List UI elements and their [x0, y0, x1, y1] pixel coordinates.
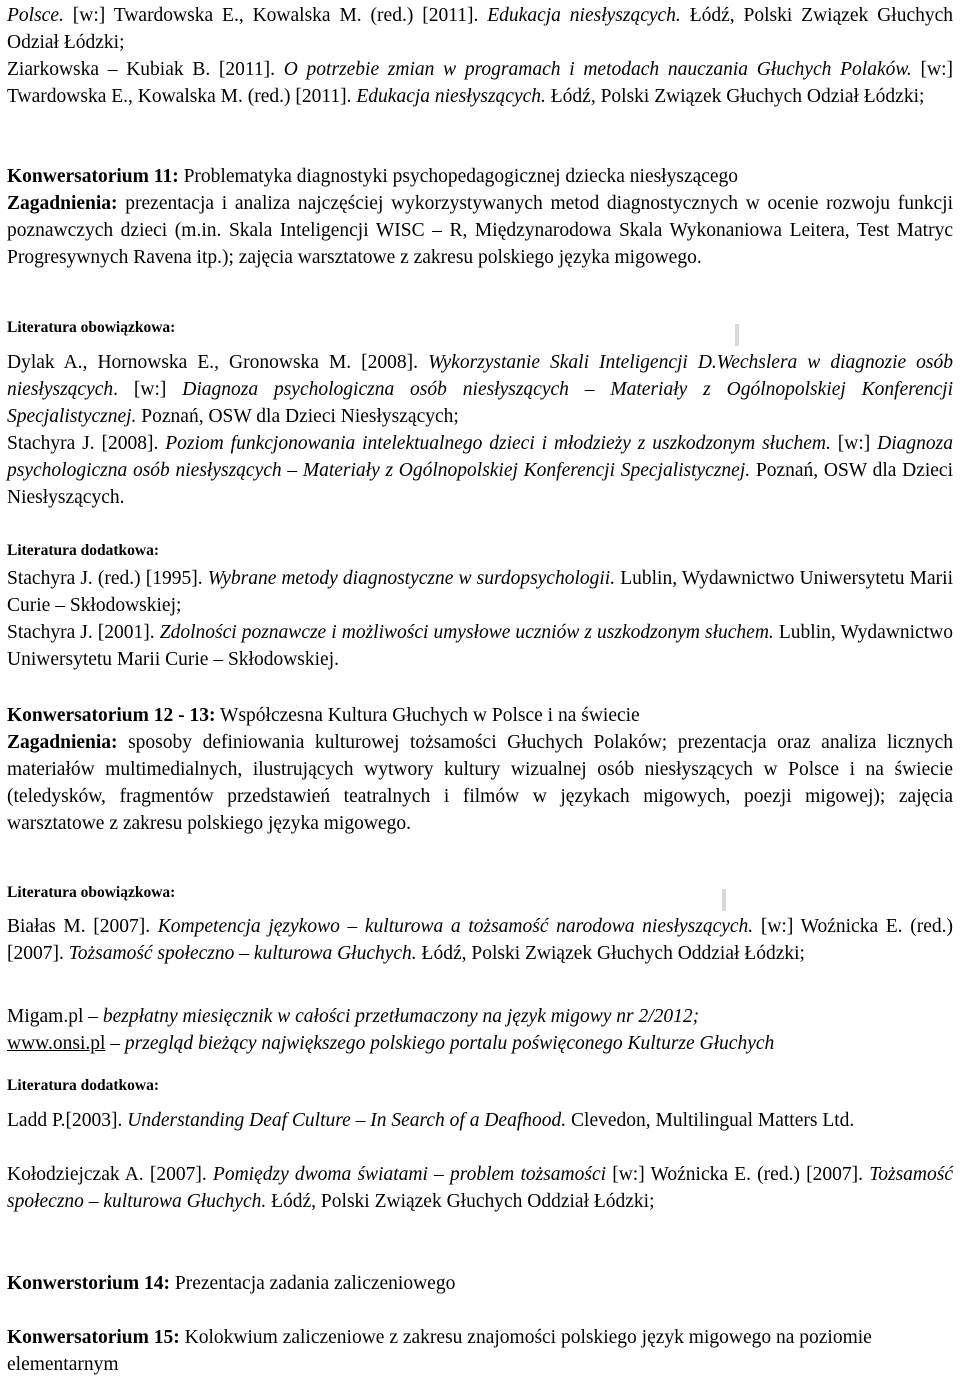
reference-authors: Kołodziejczak A. [2007].	[7, 1164, 213, 1185]
reference-entry	[7, 913, 953, 967]
reference-entry	[7, 349, 953, 430]
reference-entry	[7, 565, 953, 619]
section-label: Konwersatorium 15:	[7, 1327, 180, 1348]
section-title: Współczesna Kultura Głuchych w Polsce i na świecie	[215, 705, 640, 726]
reference-entry	[7, 56, 953, 110]
reference-title: Wybrane metody diagnostyczne w surdopsychologii.	[207, 568, 616, 589]
topics-text: prezentacja i analiza najczęściej wykorzystywanych metod diagnostycznych w ocenie rozwoju funkcji poznawczych dzieci (m.in. Skala Inteligencji WISC – R, Międzynarodowa Skala Wykonaniowa Leitera, Test Matryc Progresywnych Ravena itp.); zajęcia warsztatowe z zakresu polskiego języka migowego.	[7, 193, 953, 268]
reference-rest: [w:] Woźnicka E. (red.) [2007].	[7, 916, 953, 964]
section-label: Konwersatorium 11:	[7, 166, 179, 187]
web-resource-entry	[7, 1030, 953, 1057]
reference-publisher: Łódź, Polski Związek Głuchych Odział Łódzki;	[7, 5, 954, 53]
reference-publisher: Łódź, Polski Związek Głuchych Odział Łódzki;	[545, 86, 925, 107]
reference-book: Tożsamość społeczno – kulturowa Głuchych.	[68, 943, 417, 964]
reference-entry	[7, 2, 953, 56]
reference-rest: [w:]	[830, 433, 878, 454]
additional-reading-heading: Literatura dodatkowa:	[7, 542, 159, 559]
required-reading-heading: Literatura obowiązkowa:	[7, 884, 176, 901]
reference-book: Diagnoza psychologiczna osób niesłyszących – Materiały z Ogólnopolskiej Konferencji Specjalistycznej.	[7, 379, 953, 427]
section-label: Konwersatorium 12 - 13:	[7, 705, 216, 726]
section-k11-heading	[7, 163, 953, 190]
reference-title: Pomiędzy dwoma światami – problem tożsamości	[212, 1164, 607, 1185]
margin-marker	[735, 324, 739, 346]
reference-title: Poziom funkcjonowania intelektualnego dzieci i młodzieży z uszkodzonym słuchem.	[165, 433, 831, 454]
topics-label: Zagadnienia:	[7, 732, 118, 753]
section-k12-heading	[7, 702, 953, 729]
reference-entry	[7, 1107, 953, 1134]
reference-authors: Białas M. [2007].	[7, 916, 158, 937]
section-label: Konwerstorium 14:	[7, 1273, 171, 1294]
required-reading-heading: Literatura obowiązkowa:	[7, 319, 176, 336]
reference-authors: Stachyra J. [2008].	[7, 433, 166, 454]
section-title: Problematyka diagnostyki psychopedagogicznej dziecka niesłyszącego	[178, 166, 739, 187]
web-resource-desc: – bezpłatny miesięcznik w całości przetłumaczony na język migowy nr 2/2012;	[83, 1006, 700, 1027]
reference-entry	[7, 1161, 953, 1215]
reference-rest: [w:] Twardowska E., Kowalska M. (red.) [2011].	[63, 5, 488, 26]
reference-title: Zdolności poznawcze i możliwości umysłowe uczniów z uszkodzonym słuchem.	[159, 622, 774, 643]
web-resource-name: Migam.pl	[7, 1006, 84, 1027]
reference-title: Polsce.	[7, 5, 64, 26]
section-k14-heading	[7, 1270, 953, 1297]
reference-rest: [w:] Woźnicka E. (red.) [2007].	[606, 1164, 870, 1185]
section-title: Kolokwium zaliczeniowe z zakresu znajomości polskiego język migowego na poziomie elementarnym	[7, 1327, 872, 1375]
reference-book: Edukacja niesłyszących.	[487, 5, 681, 26]
reference-authors: Stachyra J. (red.) [1995].	[7, 568, 208, 589]
web-resource-desc: – przegląd bieżący największego polskiego portalu poświęconego Kulturze Głuchych	[105, 1033, 775, 1054]
section-title: Prezentacja zadania zaliczeniowego	[170, 1273, 456, 1294]
section-k15-heading	[7, 1324, 953, 1378]
reference-publisher: Łódź, Polski Związek Głuchych Oddział Łódzki;	[416, 943, 805, 964]
reference-publisher: Lublin, Wydawnictwo Uniwersytetu Marii Curie – Skłodowskiej;	[7, 568, 953, 616]
reference-book: Edukacja niesłyszących.	[356, 86, 546, 107]
reference-publisher: Łódź, Polski Związek Głuchych Oddział Łódzki;	[266, 1191, 655, 1212]
reference-rest: [w:] Twardowska E., Kowalska M. (red.) [2011].	[7, 59, 953, 107]
reference-rest: . [w:]	[113, 379, 183, 400]
reference-title: O potrzebie zmian w programach i metodach nauczania Głuchych Polaków.	[283, 59, 912, 80]
margin-marker	[722, 889, 726, 911]
reference-publisher: Lublin, Wydawnictwo Uniwersytetu Marii Curie – Skłodowskiej.	[7, 622, 953, 670]
topics-label: Zagadnienia:	[7, 193, 118, 214]
reference-publisher: Poznań, OSW dla Dzieci Niesłyszących;	[136, 406, 459, 427]
reference-authors: Ziarkowska – Kubiak B. [2011].	[7, 59, 284, 80]
web-resource-link[interactable]: www.onsi.pl	[7, 1033, 106, 1054]
web-resource-entry	[7, 1003, 953, 1030]
reference-book: Diagnoza psychologiczna osób niesłyszących – Materiały z Ogólnopolskiej Konferencji Specjalistycznej.	[7, 433, 953, 481]
reference-book: Tożsamość społeczno – kulturowa Głuchych.	[7, 1164, 953, 1212]
reference-publisher: Clevedon, Multilingual Matters Ltd.	[566, 1110, 855, 1131]
reference-title: Understanding Deaf Culture – In Search of a Deafhood.	[127, 1110, 567, 1131]
reference-entry	[7, 430, 953, 511]
reference-title: Wykorzystanie Skali Inteligencji D.Wechslera w diagnozie osób niesłyszących	[7, 352, 954, 400]
section-k12-topics	[7, 729, 953, 837]
reference-entry	[7, 619, 953, 673]
reference-authors: Dylak A., Hornowska E., Gronowska M. [2008].	[7, 352, 429, 373]
additional-reading-heading: Literatura dodatkowa:	[7, 1077, 159, 1094]
reference-authors: Stachyra J. [2001].	[7, 622, 160, 643]
reference-authors: Ladd P.[2003].	[7, 1110, 128, 1131]
section-k11-topics	[7, 190, 953, 271]
reference-title: Kompetencja językowo – kulturowa a tożsamość narodowa niesłyszących.	[157, 916, 754, 937]
reference-publisher: Poznań, OSW dla Dzieci Niesłyszących.	[7, 460, 954, 508]
topics-text: sposoby definiowania kulturowej tożsamości Głuchych Polaków; prezentacja oraz analiza licznych materiałów multimedialnych, ilustrujących wytwory kultury wizualnej osób niesłyszących w Polsce i na świecie (teledysków, fragmentów przedstawień teatralnych i filmów w językach migowych, poezji migowej); zajęcia warsztatowe z zakresu polskiego języka migowego.	[7, 732, 953, 834]
